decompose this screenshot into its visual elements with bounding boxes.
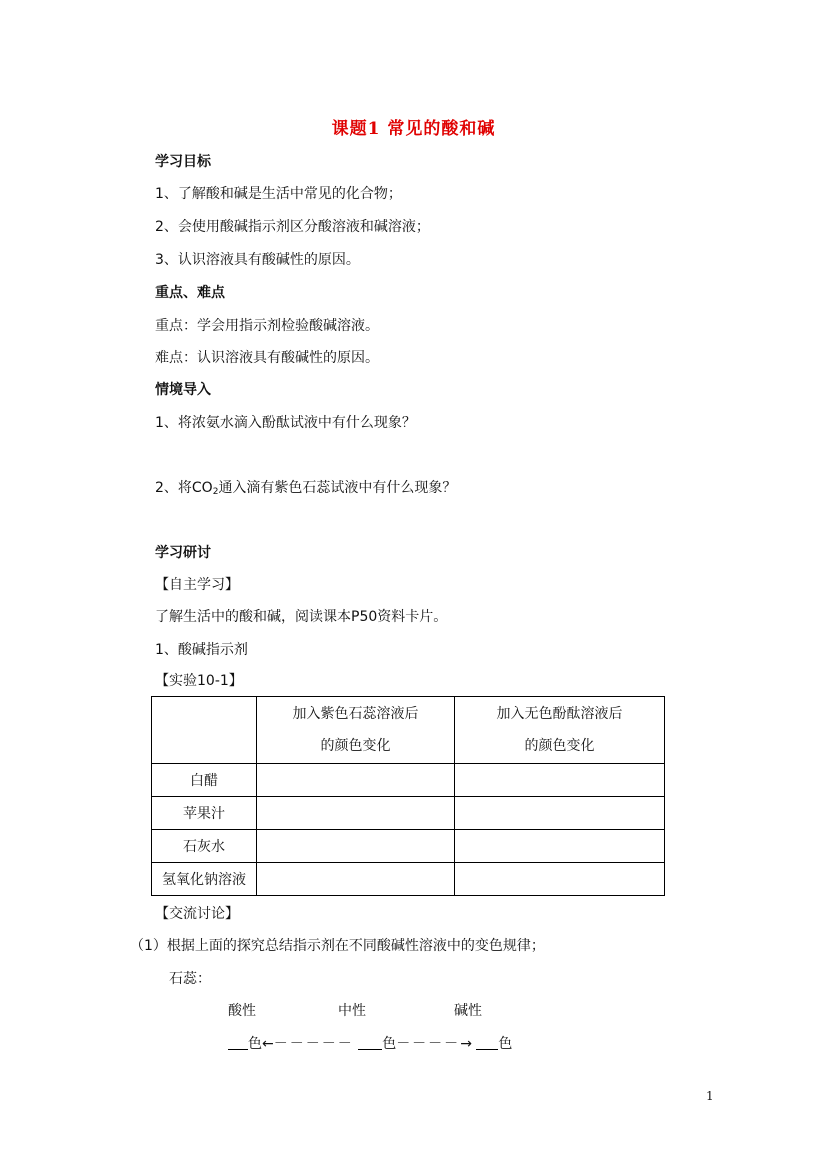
- left-arrow-icon: ←: [262, 1036, 274, 1052]
- key-focus: 重点：学会用指示剂检验酸碱溶液。: [155, 318, 379, 334]
- discussion-question-1: （1）根据上面的探究总结指示剂在不同酸碱性溶液中的变色规律；: [130, 938, 545, 954]
- table-cell-blank: [257, 764, 455, 797]
- self-study-text: 了解生活中的酸和碱，阅读课本P50资料卡片。: [155, 609, 448, 625]
- intro-question-2-sub: 2: [212, 487, 219, 497]
- table-row-label: 白醋: [152, 764, 257, 797]
- experiment-label: 【实验10-1】: [155, 673, 243, 689]
- acid-color-blank: [228, 1035, 248, 1050]
- acid-label: 酸性: [228, 1003, 256, 1019]
- table-header-empty: [152, 697, 257, 764]
- table-cell-blank: [455, 764, 665, 797]
- table-cell-blank: [455, 797, 665, 830]
- table-cell-blank: [257, 797, 455, 830]
- indicator-label: 1、酸碱指示剂: [155, 642, 248, 658]
- intro-question-2: [155, 477, 456, 497]
- table-header-row: [152, 697, 665, 764]
- experiment-table: [151, 696, 665, 896]
- litmus-label: 石蕊：: [169, 971, 211, 987]
- table-row: [152, 797, 665, 830]
- table-header-litmus-line2: 的颜色变化: [320, 738, 391, 754]
- neutral-color-char: 色: [382, 1036, 397, 1052]
- goal-item: 3、认识溶液具有酸碱性的原因。: [155, 252, 360, 268]
- page-title: 课题1 常见的酸和碱: [331, 119, 496, 139]
- goals-heading: 学习目标: [155, 154, 211, 170]
- intro-question-2-before: 2、将CO: [155, 480, 213, 496]
- acid-color-char: 色: [248, 1036, 262, 1052]
- table-row-label: 石灰水: [152, 830, 257, 863]
- table-header-litmus-line1: 加入紫色石蕊溶液后: [292, 706, 419, 722]
- key-difficulty: 难点：认识溶液具有酸碱性的原因。: [155, 350, 379, 366]
- intro-question-1: 1、将浓氨水滴入酚酞试液中有什么现象？: [155, 415, 416, 431]
- table-cell-blank: [455, 863, 665, 896]
- intro-heading: 情境导入: [155, 382, 211, 398]
- litmus-color-scale: [228, 1033, 512, 1053]
- table-cell-blank: [455, 830, 665, 863]
- base-label: 碱性: [454, 1003, 482, 1019]
- goal-item: 1、了解酸和碱是生活中常见的化合物；: [155, 186, 402, 202]
- neutral-label: 中性: [338, 1003, 366, 1019]
- goal-item: 2、会使用酸碱指示剂区分酸溶液和碱溶液；: [155, 219, 430, 235]
- table-row: [152, 863, 665, 896]
- table-row-label: 苹果汁: [152, 797, 257, 830]
- table-row-label: 氢氧化钠溶液: [152, 863, 257, 896]
- base-color-blank: [476, 1035, 498, 1050]
- table-row: [152, 764, 665, 797]
- table-header-litmus: [257, 697, 455, 764]
- self-study-label: 【自主学习】: [155, 577, 239, 593]
- neutral-color-blank: [358, 1035, 382, 1050]
- study-heading: 学习研讨: [155, 545, 211, 561]
- table-header-phenolphthalein-line1: 加入无色酚酞溶液后: [496, 706, 623, 722]
- intro-question-2-after: 通入滴有紫色石蕊试液中有什么现象？: [218, 480, 457, 496]
- table-header-phenolphthalein: [455, 697, 665, 764]
- key-heading: 重点、难点: [155, 285, 225, 301]
- table-cell-blank: [257, 863, 455, 896]
- discussion-label: 【交流讨论】: [155, 906, 239, 922]
- dashes: －－－－－: [273, 1036, 354, 1052]
- page-number: 1: [706, 1089, 714, 1103]
- dashes: －－－－: [396, 1036, 461, 1052]
- table-cell-blank: [257, 830, 455, 863]
- table-row: [152, 830, 665, 863]
- base-color-char: 色: [498, 1036, 513, 1052]
- right-arrow-icon: →: [460, 1036, 472, 1052]
- table-header-phenolphthalein-line2: 的颜色变化: [524, 738, 595, 754]
